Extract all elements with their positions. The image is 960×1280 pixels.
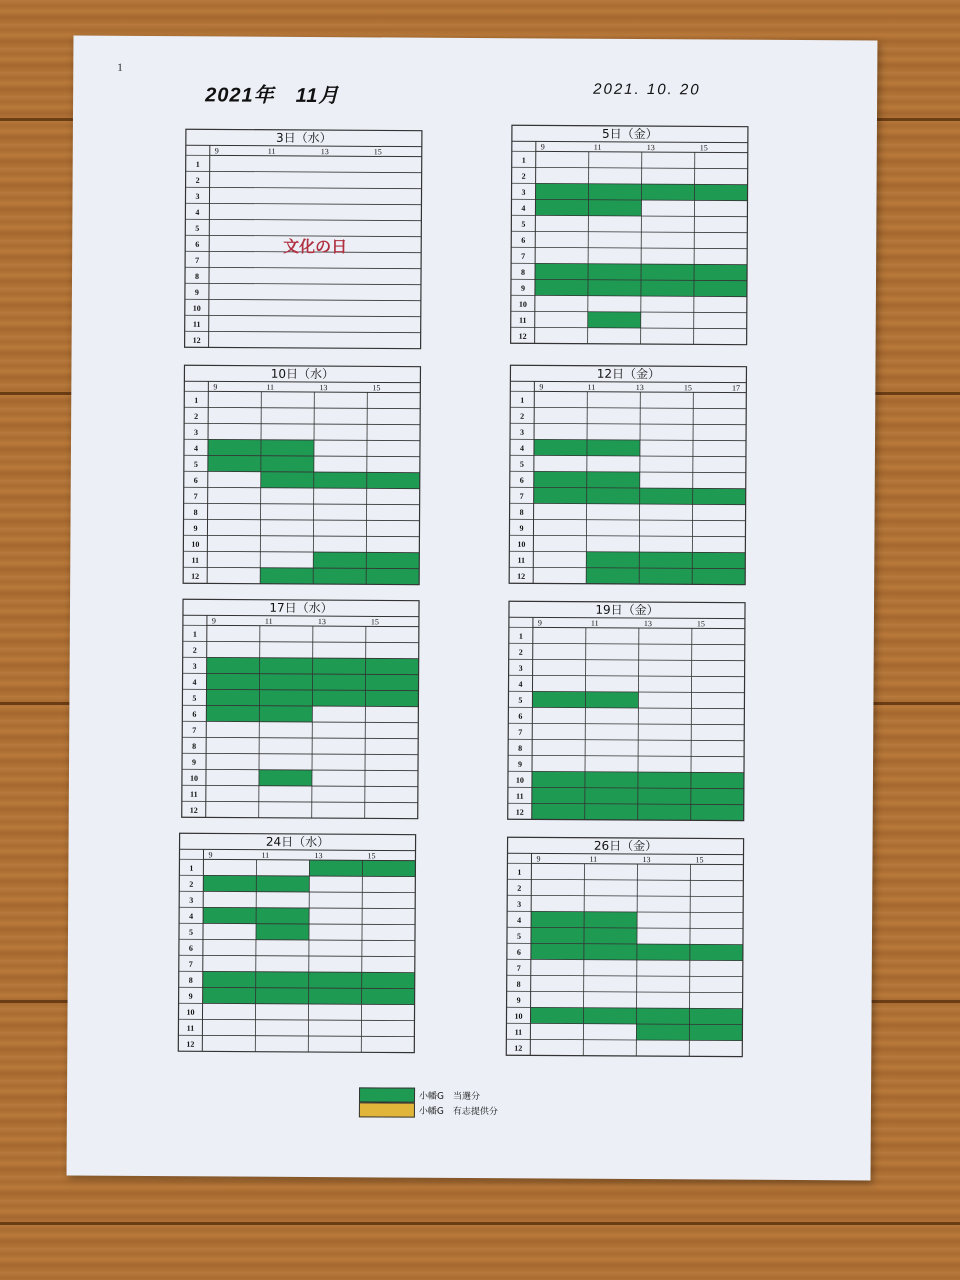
- row-number: 7: [195, 255, 200, 265]
- row-number: 4: [192, 677, 197, 687]
- row-number: 11: [186, 1023, 195, 1033]
- time-tick-label: 9: [539, 382, 544, 392]
- row-number: 10: [189, 773, 198, 783]
- row-number: 6: [521, 235, 526, 245]
- row-number: 5: [195, 223, 200, 233]
- row-number: 1: [520, 395, 525, 405]
- row-number: 12: [518, 331, 527, 341]
- schedule-table: [181, 598, 420, 819]
- row-number: 4: [193, 443, 198, 453]
- time-tick-label: 13: [635, 382, 644, 393]
- row-number: 3: [194, 427, 199, 437]
- row-number: 9: [193, 523, 198, 533]
- time-tick-label: 11: [264, 616, 273, 626]
- schedule-date-label: 3日（水）: [276, 130, 332, 146]
- row-number: 12: [515, 807, 524, 817]
- schedule-date-label: 19日（金）: [595, 602, 659, 618]
- schedule-date-label: 5日（金）: [602, 126, 658, 142]
- row-number: 1: [195, 159, 200, 169]
- row-number: 7: [518, 727, 523, 737]
- time-tick-label: 15: [372, 383, 381, 393]
- row-number: 6: [516, 947, 521, 957]
- row-number: 5: [521, 219, 526, 229]
- schedule-date-label: 12日（金）: [596, 366, 661, 382]
- row-number: 10: [514, 1011, 523, 1021]
- time-tick-label: 15: [367, 851, 376, 861]
- row-number: 1: [517, 867, 522, 877]
- row-number: 7: [516, 963, 521, 973]
- row-number: 4: [519, 443, 525, 453]
- booking-block: [260, 568, 419, 585]
- schedule-table: [177, 832, 416, 1053]
- page-number: 1: [117, 61, 123, 74]
- booking-block: [588, 312, 641, 328]
- row-number: 3: [189, 895, 194, 905]
- row-number: 2: [518, 647, 523, 657]
- row-number: 1: [189, 863, 194, 873]
- row-number: 3: [521, 187, 526, 197]
- legend-swatch-volunteer: [359, 1102, 415, 1117]
- row-number: 4: [518, 679, 523, 689]
- schedule-grid: [181, 598, 420, 819]
- time-tick-label: 9: [540, 142, 545, 152]
- time-tick-label: 13: [320, 147, 329, 157]
- time-tick-label: 13: [642, 855, 651, 865]
- row-number: 3: [517, 899, 522, 909]
- row-number: 9: [518, 759, 523, 769]
- row-number: 2: [521, 171, 526, 181]
- row-number: 6: [195, 239, 200, 249]
- row-number: 5: [518, 695, 523, 705]
- row-number: 6: [192, 709, 197, 719]
- row-number: 8: [519, 507, 524, 517]
- schedule-date-label: 17日（水）: [269, 600, 333, 616]
- row-number: 2: [195, 175, 200, 185]
- schedule-grid: [510, 124, 749, 345]
- legend: [359, 1087, 498, 1118]
- schedule-date-label: 26日（金）: [593, 838, 658, 854]
- row-number: 2: [189, 879, 194, 889]
- row-number: 7: [193, 491, 198, 501]
- row-number: 4: [521, 203, 526, 213]
- row-number: 2: [194, 411, 199, 421]
- booking-block: [261, 472, 420, 489]
- row-number: 6: [188, 943, 193, 953]
- row-number: 10: [191, 539, 200, 549]
- time-tick-label: 11: [590, 618, 599, 628]
- row-number: 9: [520, 283, 525, 293]
- schedule-grid: [177, 832, 416, 1053]
- schedule-table: [182, 364, 421, 585]
- time-tick-label: 11: [589, 854, 598, 864]
- row-number: 4: [195, 207, 200, 217]
- legend-item: [359, 1087, 498, 1103]
- row-number: 8: [192, 741, 197, 751]
- row-number: 11: [517, 555, 526, 565]
- schedule-table: [507, 600, 746, 821]
- row-number: 3: [195, 191, 200, 201]
- row-number: 1: [521, 155, 526, 165]
- time-tick-label: 9: [208, 850, 213, 860]
- schedule-table: [510, 124, 749, 345]
- time-tick-label: 9: [213, 382, 218, 392]
- schedule-grid: [184, 128, 423, 349]
- legend-item: [359, 1102, 498, 1118]
- row-number: 9: [516, 995, 521, 1005]
- row-number: 11: [514, 1027, 523, 1037]
- row-number: 10: [518, 299, 527, 309]
- time-tick-label: 13: [646, 143, 655, 153]
- row-number: 11: [516, 791, 524, 801]
- schedule-date-label: 10日（水）: [270, 366, 335, 382]
- row-number: 3: [520, 427, 525, 437]
- schedule-grid: [505, 836, 744, 1057]
- row-number: 6: [519, 475, 524, 485]
- row-number: 11: [192, 319, 201, 329]
- time-tick-label: 15: [695, 855, 704, 865]
- row-number: 10: [515, 775, 524, 785]
- row-number: 10: [192, 303, 201, 313]
- row-number: 9: [192, 757, 197, 767]
- row-number: 4: [517, 915, 522, 925]
- time-tick-label: 9: [536, 854, 541, 864]
- time-tick-label: 9: [214, 146, 219, 156]
- row-number: 1: [192, 629, 197, 639]
- legend-swatch-allocated: [359, 1087, 415, 1102]
- booking-block: [259, 770, 312, 786]
- row-number: 10: [517, 539, 526, 549]
- row-number: 5: [516, 931, 522, 941]
- schedule-sheet: [67, 36, 878, 1181]
- legend-label: 小幡G 当選分: [418, 1091, 481, 1103]
- time-tick-label: 11: [593, 142, 602, 152]
- holiday-label: 文化の日: [283, 236, 348, 257]
- row-number: 7: [521, 251, 526, 261]
- row-number: 7: [188, 959, 193, 969]
- time-tick-label: 13: [314, 851, 323, 861]
- time-tick-label: 11: [267, 146, 276, 156]
- row-number: 8: [194, 271, 200, 281]
- schedule-date-label: 24日（水）: [265, 834, 330, 850]
- row-number: 8: [516, 979, 521, 989]
- row-number: 8: [518, 743, 523, 753]
- row-number: 8: [521, 267, 526, 277]
- time-tick-label: 15: [370, 617, 379, 627]
- booking-block: [586, 552, 745, 569]
- row-number: 6: [193, 475, 198, 485]
- time-tick-label: 11: [587, 382, 596, 392]
- row-number: 5: [193, 459, 198, 469]
- row-number: 6: [518, 711, 523, 721]
- row-number: 11: [190, 789, 198, 799]
- row-number: 3: [518, 663, 523, 673]
- row-number: 7: [192, 725, 197, 735]
- schedule-grid: [182, 364, 421, 585]
- row-number: 9: [194, 287, 199, 297]
- row-number: 8: [193, 507, 198, 517]
- row-number: 12: [191, 571, 200, 581]
- row-number: 12: [192, 335, 201, 345]
- time-tick-label: 13: [319, 383, 328, 393]
- time-tick-label: 17: [732, 383, 741, 393]
- row-number: 5: [192, 693, 197, 703]
- row-number: 11: [518, 315, 527, 325]
- row-number: 4: [189, 911, 194, 921]
- row-number: 9: [188, 991, 193, 1001]
- row-number: 2: [520, 411, 525, 421]
- row-number: 2: [517, 883, 522, 893]
- row-number: 11: [191, 555, 200, 565]
- schedule-grid: [507, 600, 746, 821]
- row-number: 1: [518, 631, 523, 641]
- booking-block: [256, 924, 309, 940]
- time-tick-label: 11: [261, 850, 270, 860]
- row-number: 5: [519, 459, 524, 469]
- row-number: 12: [186, 1039, 195, 1049]
- time-tick-label: 15: [683, 383, 692, 393]
- schedule-table: [508, 364, 747, 585]
- time-tick-label: 15: [373, 147, 382, 157]
- row-number: 10: [186, 1007, 195, 1017]
- row-number: 3: [192, 661, 197, 671]
- time-tick-label: 9: [537, 618, 542, 628]
- row-number: 7: [519, 491, 524, 501]
- time-tick-label: 15: [696, 619, 705, 629]
- time-tick-label: 15: [699, 143, 708, 153]
- row-number: 2: [192, 645, 197, 655]
- row-number: 12: [189, 805, 198, 815]
- time-tick-label: 11: [266, 382, 275, 392]
- row-number: 12: [514, 1043, 523, 1053]
- time-tick-label: 9: [211, 616, 216, 626]
- booking-block: [586, 568, 745, 585]
- document-date: 2021. 10. 20: [593, 80, 701, 99]
- time-tick-label: 13: [317, 617, 326, 627]
- row-number: 12: [517, 571, 526, 581]
- time-tick-label: 13: [643, 619, 652, 629]
- row-number: 9: [519, 523, 524, 533]
- schedule-grid: [508, 364, 747, 585]
- row-number: 5: [188, 927, 194, 937]
- schedule-table: [184, 128, 423, 349]
- row-number: 8: [188, 975, 193, 985]
- page-title: 2021年 11月: [205, 84, 340, 108]
- legend-label: 小幡G 有志提供分: [418, 1106, 498, 1118]
- schedule-table: [505, 836, 744, 1057]
- row-number: 1: [194, 395, 199, 405]
